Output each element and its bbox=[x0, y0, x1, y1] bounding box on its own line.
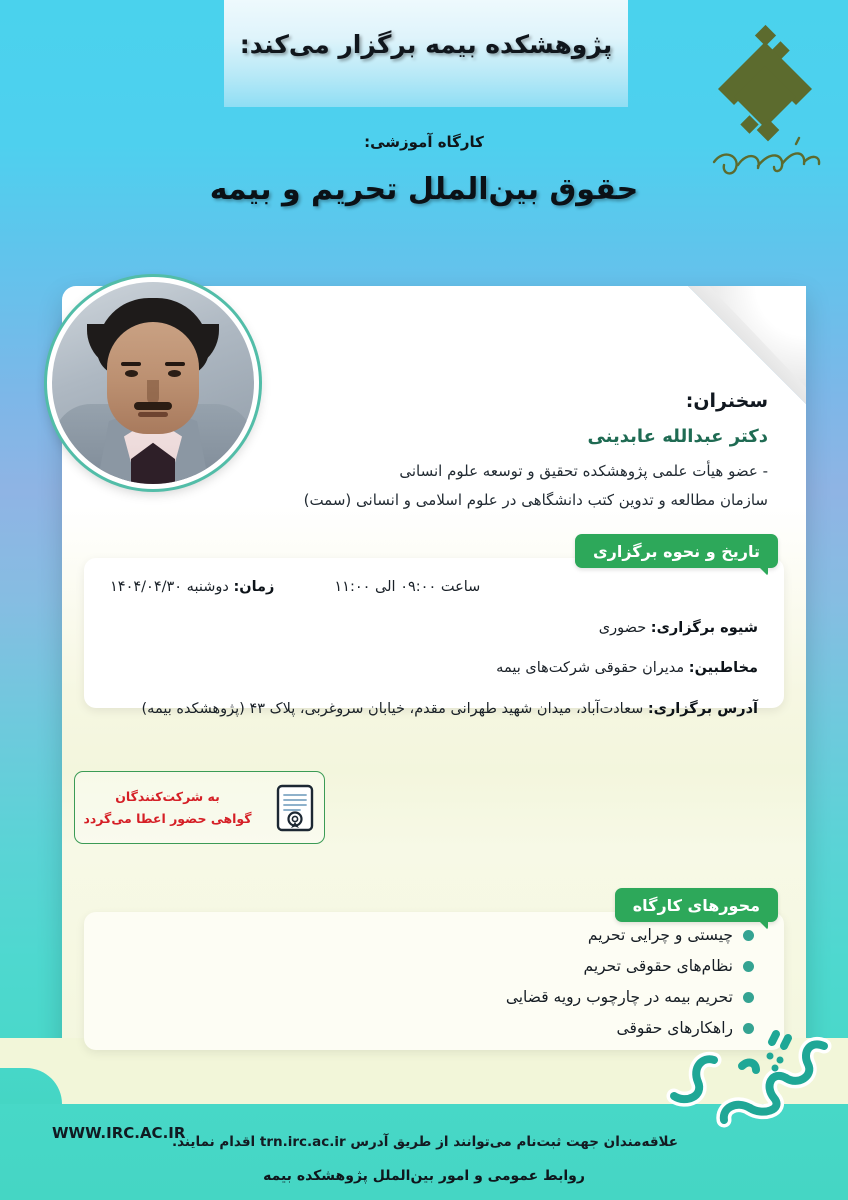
bullet-dot-icon bbox=[743, 930, 754, 941]
page-title: حقوق بین‌الملل تحریم و بیمه bbox=[209, 172, 639, 207]
speaker-name: دکتر عبدالله عابدینی bbox=[587, 426, 768, 447]
certificate-text bbox=[75, 786, 266, 830]
speaker-block bbox=[304, 390, 768, 516]
details-section-tab bbox=[575, 534, 778, 568]
footer-website[interactable] bbox=[52, 1123, 185, 1142]
registration-note: علاقه‌مندان جهت ثبت‌نام می‌توانند از طریق آدرس trn.irc.ac.ir اقدام نمایند. bbox=[172, 1134, 678, 1150]
avatar-image bbox=[52, 282, 254, 484]
detail-value: حضوری bbox=[598, 619, 647, 636]
topic-label: نظام‌های حقوقی تحریم bbox=[583, 957, 733, 975]
irc-logo bbox=[700, 22, 830, 187]
topic-label: تحریم بیمه در چارچوب رویه قضایی bbox=[505, 988, 733, 1006]
detail-value: دوشنبه ۱۴۰۴/۰۴/۳۰ bbox=[110, 579, 229, 595]
detail-label: مخاطبین: bbox=[688, 660, 758, 676]
detail-row bbox=[84, 580, 784, 595]
workshop-kicker: کارگاه آموزشی: bbox=[364, 133, 484, 151]
certificate-line-2: گواهی حضور اعطا می‌گردد bbox=[83, 810, 252, 826]
bullet-dot-icon bbox=[743, 1023, 754, 1034]
topics-section-title: محورهای کارگاه bbox=[632, 895, 760, 915]
detail-time-extra: ساعت ۰۹:۰۰ الی ۱۱:۰۰ bbox=[334, 579, 481, 595]
speaker-label: سخنران: bbox=[685, 390, 768, 412]
bullet-dot-icon bbox=[743, 961, 754, 972]
certificate-callout bbox=[74, 771, 325, 844]
page-curl-decoration bbox=[688, 286, 806, 404]
organizer-banner bbox=[224, 0, 628, 107]
certificate-icon bbox=[266, 783, 324, 833]
organizer-line: پژوهشکده بیمه برگزار می‌کند: bbox=[239, 30, 613, 59]
speaker-affiliation-1: - عضو هیأت علمی پژوهشکده تحقیق و توسعه علوم انسانی bbox=[399, 462, 768, 480]
topics-section-tab bbox=[615, 888, 778, 922]
detail-row bbox=[84, 702, 784, 717]
details-section-title: تاریخ و نحوه برگزاری bbox=[592, 541, 760, 561]
list-item bbox=[84, 1019, 754, 1037]
topics-list bbox=[84, 912, 784, 1037]
website-url[interactable]: WWW.IRC.AC.IR bbox=[52, 1124, 186, 1142]
detail-value: مدیران حقوقی شرکت‌های بیمه bbox=[496, 660, 685, 676]
certificate-line-1: به شرکت‌کنندگان bbox=[115, 788, 220, 804]
detail-value: سعادت‌آباد، میدان شهید طهرانی مقدم، خیابان سروغربی، پلاک ۴۳ (پژوهشکده بیمه) bbox=[141, 700, 644, 717]
detail-label: شیوه برگزاری: bbox=[650, 619, 758, 636]
list-item bbox=[84, 926, 754, 944]
detail-label: زمان: bbox=[233, 579, 275, 595]
detail-label: آدرس برگزاری: bbox=[647, 700, 758, 717]
topic-label: چیستی و چرایی تحریم bbox=[587, 926, 733, 944]
speaker-avatar bbox=[47, 277, 259, 489]
footer-organization: روابط عمومی و امور بین‌الملل پژوهشکده بیمه bbox=[263, 1168, 585, 1184]
topic-label: راهکارهای حقوقی bbox=[616, 1019, 733, 1037]
topics-panel bbox=[84, 912, 784, 1050]
detail-row bbox=[84, 621, 784, 636]
details-panel bbox=[84, 558, 784, 717]
list-item bbox=[84, 957, 754, 975]
logo-diamond-icon bbox=[700, 22, 830, 187]
bullet-dot-icon bbox=[743, 992, 754, 1003]
list-item bbox=[84, 988, 754, 1006]
speaker-affiliation-2: سازمان مطالعه و تدوین کتب دانشگاهی در علوم اسلامی و انسانی (سمت) bbox=[303, 491, 768, 510]
detail-row bbox=[84, 661, 784, 676]
